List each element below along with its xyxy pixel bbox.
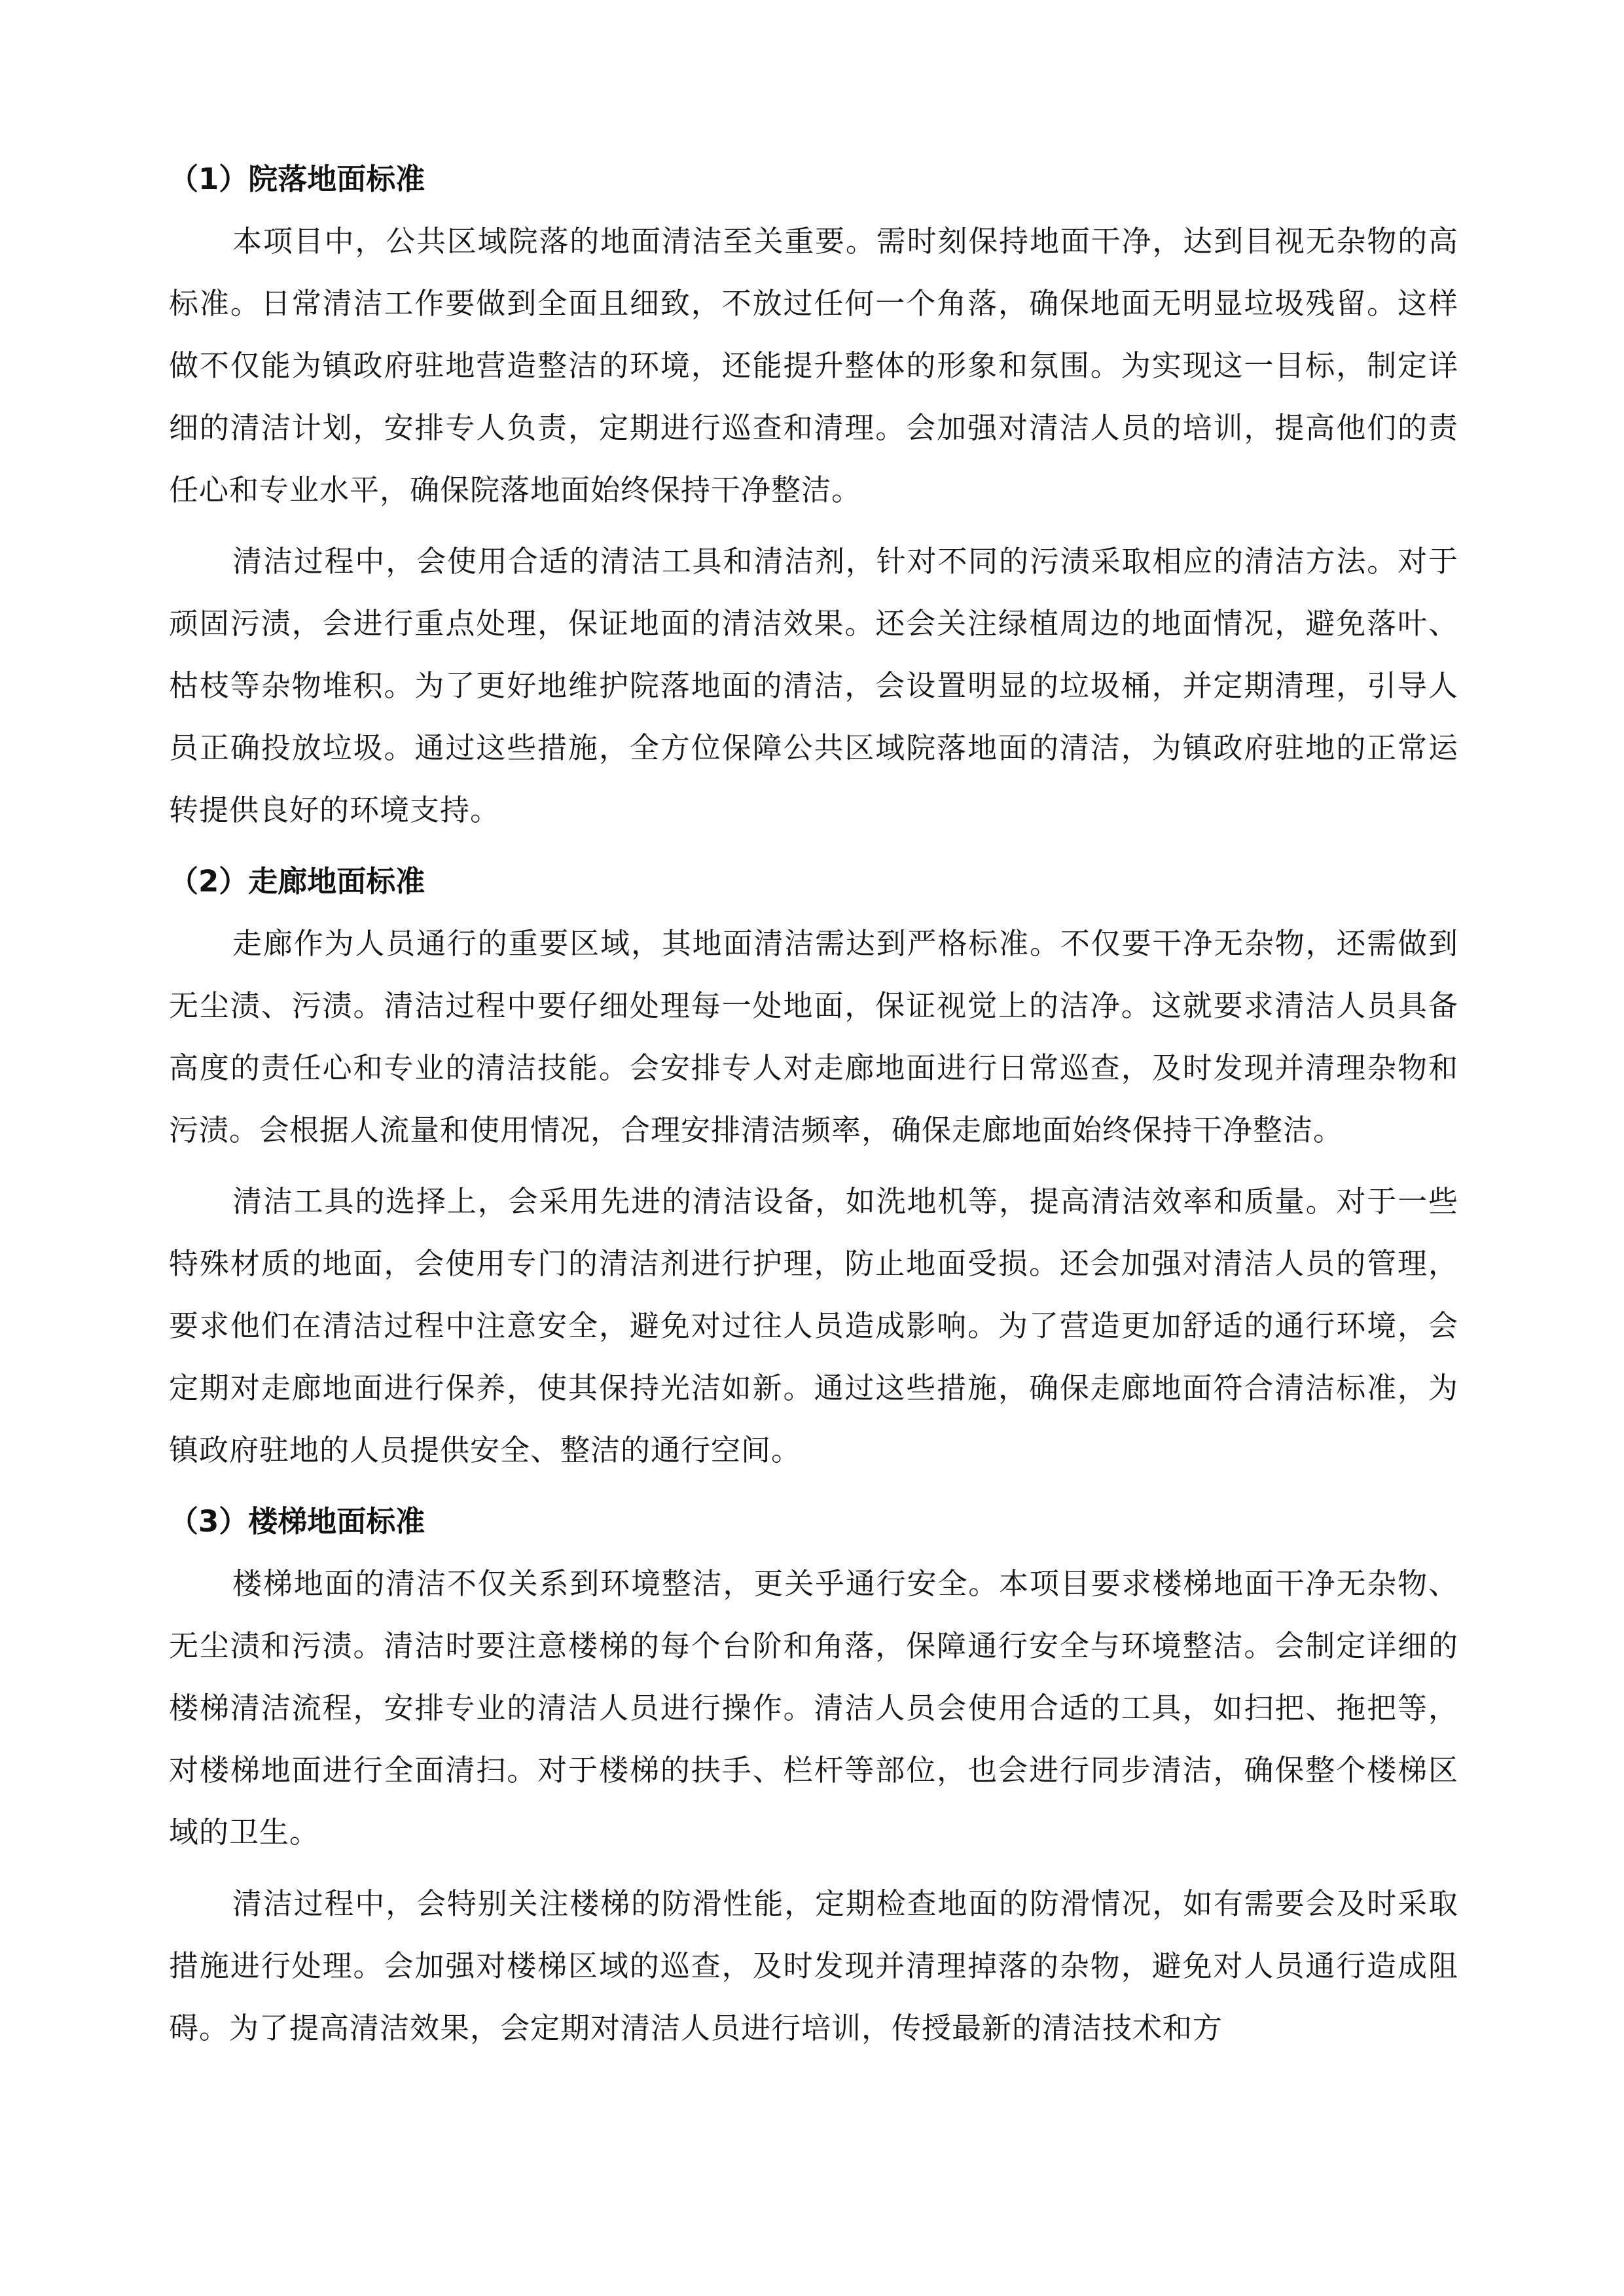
paragraph: 走廊作为人员通行的重要区域，其地面清洁需达到严格标准。不仅要干净无杂物，还需做到无尘渍、污渍。清洁过程中要仔细处理每一处地面，保证视觉上的洁净。这就要求清洁人员具备高度的责任心和专业的清洁技能。会安排专人对走廊地面进行日常巡查，及时发现并清理杂物和污渍。会根据人流量和使用情况，合理安排清洁频率，确保走廊地面始终保持干净整洁。 bbox=[169, 926, 1458, 1147]
paragraph: 清洁工具的选择上，会采用先进的清洁设备，如洗地机等，提高清洁效率和质量。对于一些特殊材质的地面，会使用专门的清洁剂进行护理，防止地面受损。还会加强对清洁人员的管理，要求他们在清洁过程中注意安全，避免对过往人员造成影响。为了营造更加舒适的通行环境，会定期对走廊地面进行保养，使其保持光洁如新。通过这些措施，确保走廊地面符合清洁标准，为镇政府驻地的人员提供安全、整洁的通行空间。 bbox=[169, 1184, 1458, 1467]
paragraph: 本项目中，公共区域院落的地面清洁至关重要。需时刻保持地面干净，达到目视无杂物的高标准。日常清洁工作要做到全面且细致，不放过任何一个角落，确保地面无明显垃圾残留。这样做不仅能为镇政府驻地营造整洁的环境，还能提升整体的形象和氛围。为实现这一目标，制定详细的清洁计划，安排专人负责，定期进行巡查和清理。会加强对清洁人员的培训，提高他们的责任心和专业水平，确保院落地面始终保持干净整洁。 bbox=[169, 224, 1458, 507]
paragraph: 楼梯地面的清洁不仅关系到环境整洁，更关乎通行安全。本项目要求楼梯地面干净无杂物、无尘渍和污渍。清洁时要注意楼梯的每个台阶和角落，保障通行安全与环境整洁。会制定详细的楼梯清洁流程，安排专业的清洁人员进行操作。清洁人员会使用合适的工具，如扫把、拖把等，对楼梯地面进行全面清扫。对于楼梯的扶手、栏杆等部位，也会进行同步清洁，确保整个楼梯区域的卫生。 bbox=[169, 1566, 1458, 1850]
paragraph: 清洁过程中，会使用合适的清洁工具和清洁剂，针对不同的污渍采取相应的清洁方法。对于顽固污渍，会进行重点处理，保证地面的清洁效果。还会关注绿植周边的地面情况，避免落叶、枯枝等杂物堆积。为了更好地维护院落地面的清洁，会设置明显的垃圾桶，并定期清理，引导人员正确投放垃圾。通过这些措施，全方位保障公共区域院落地面的清洁，为镇政府驻地的正常运转提供良好的环境支持。 bbox=[169, 544, 1458, 827]
section-heading: （2）走廊地面标准 bbox=[169, 864, 425, 899]
document-body bbox=[169, 148, 1458, 2068]
section-corridor-floor bbox=[169, 850, 1458, 1481]
paragraph: 清洁过程中，会特别关注楼梯的防滑性能，定期检查地面的防滑情况，如有需要会及时采取措施进行处理。会加强对楼梯区域的巡查，及时发现并清理掉落的杂物，避免对人员通行造成阻碍。为了提高清洁效果，会定期对清洁人员进行培训，传授最新的清洁技术和方 bbox=[169, 1886, 1458, 2045]
section-stairs-floor bbox=[169, 1490, 1458, 2059]
section-heading: （3）楼梯地面标准 bbox=[169, 1504, 425, 1539]
section-courtyard-floor bbox=[169, 148, 1458, 841]
section-heading: （1）院落地面标准 bbox=[169, 162, 425, 196]
